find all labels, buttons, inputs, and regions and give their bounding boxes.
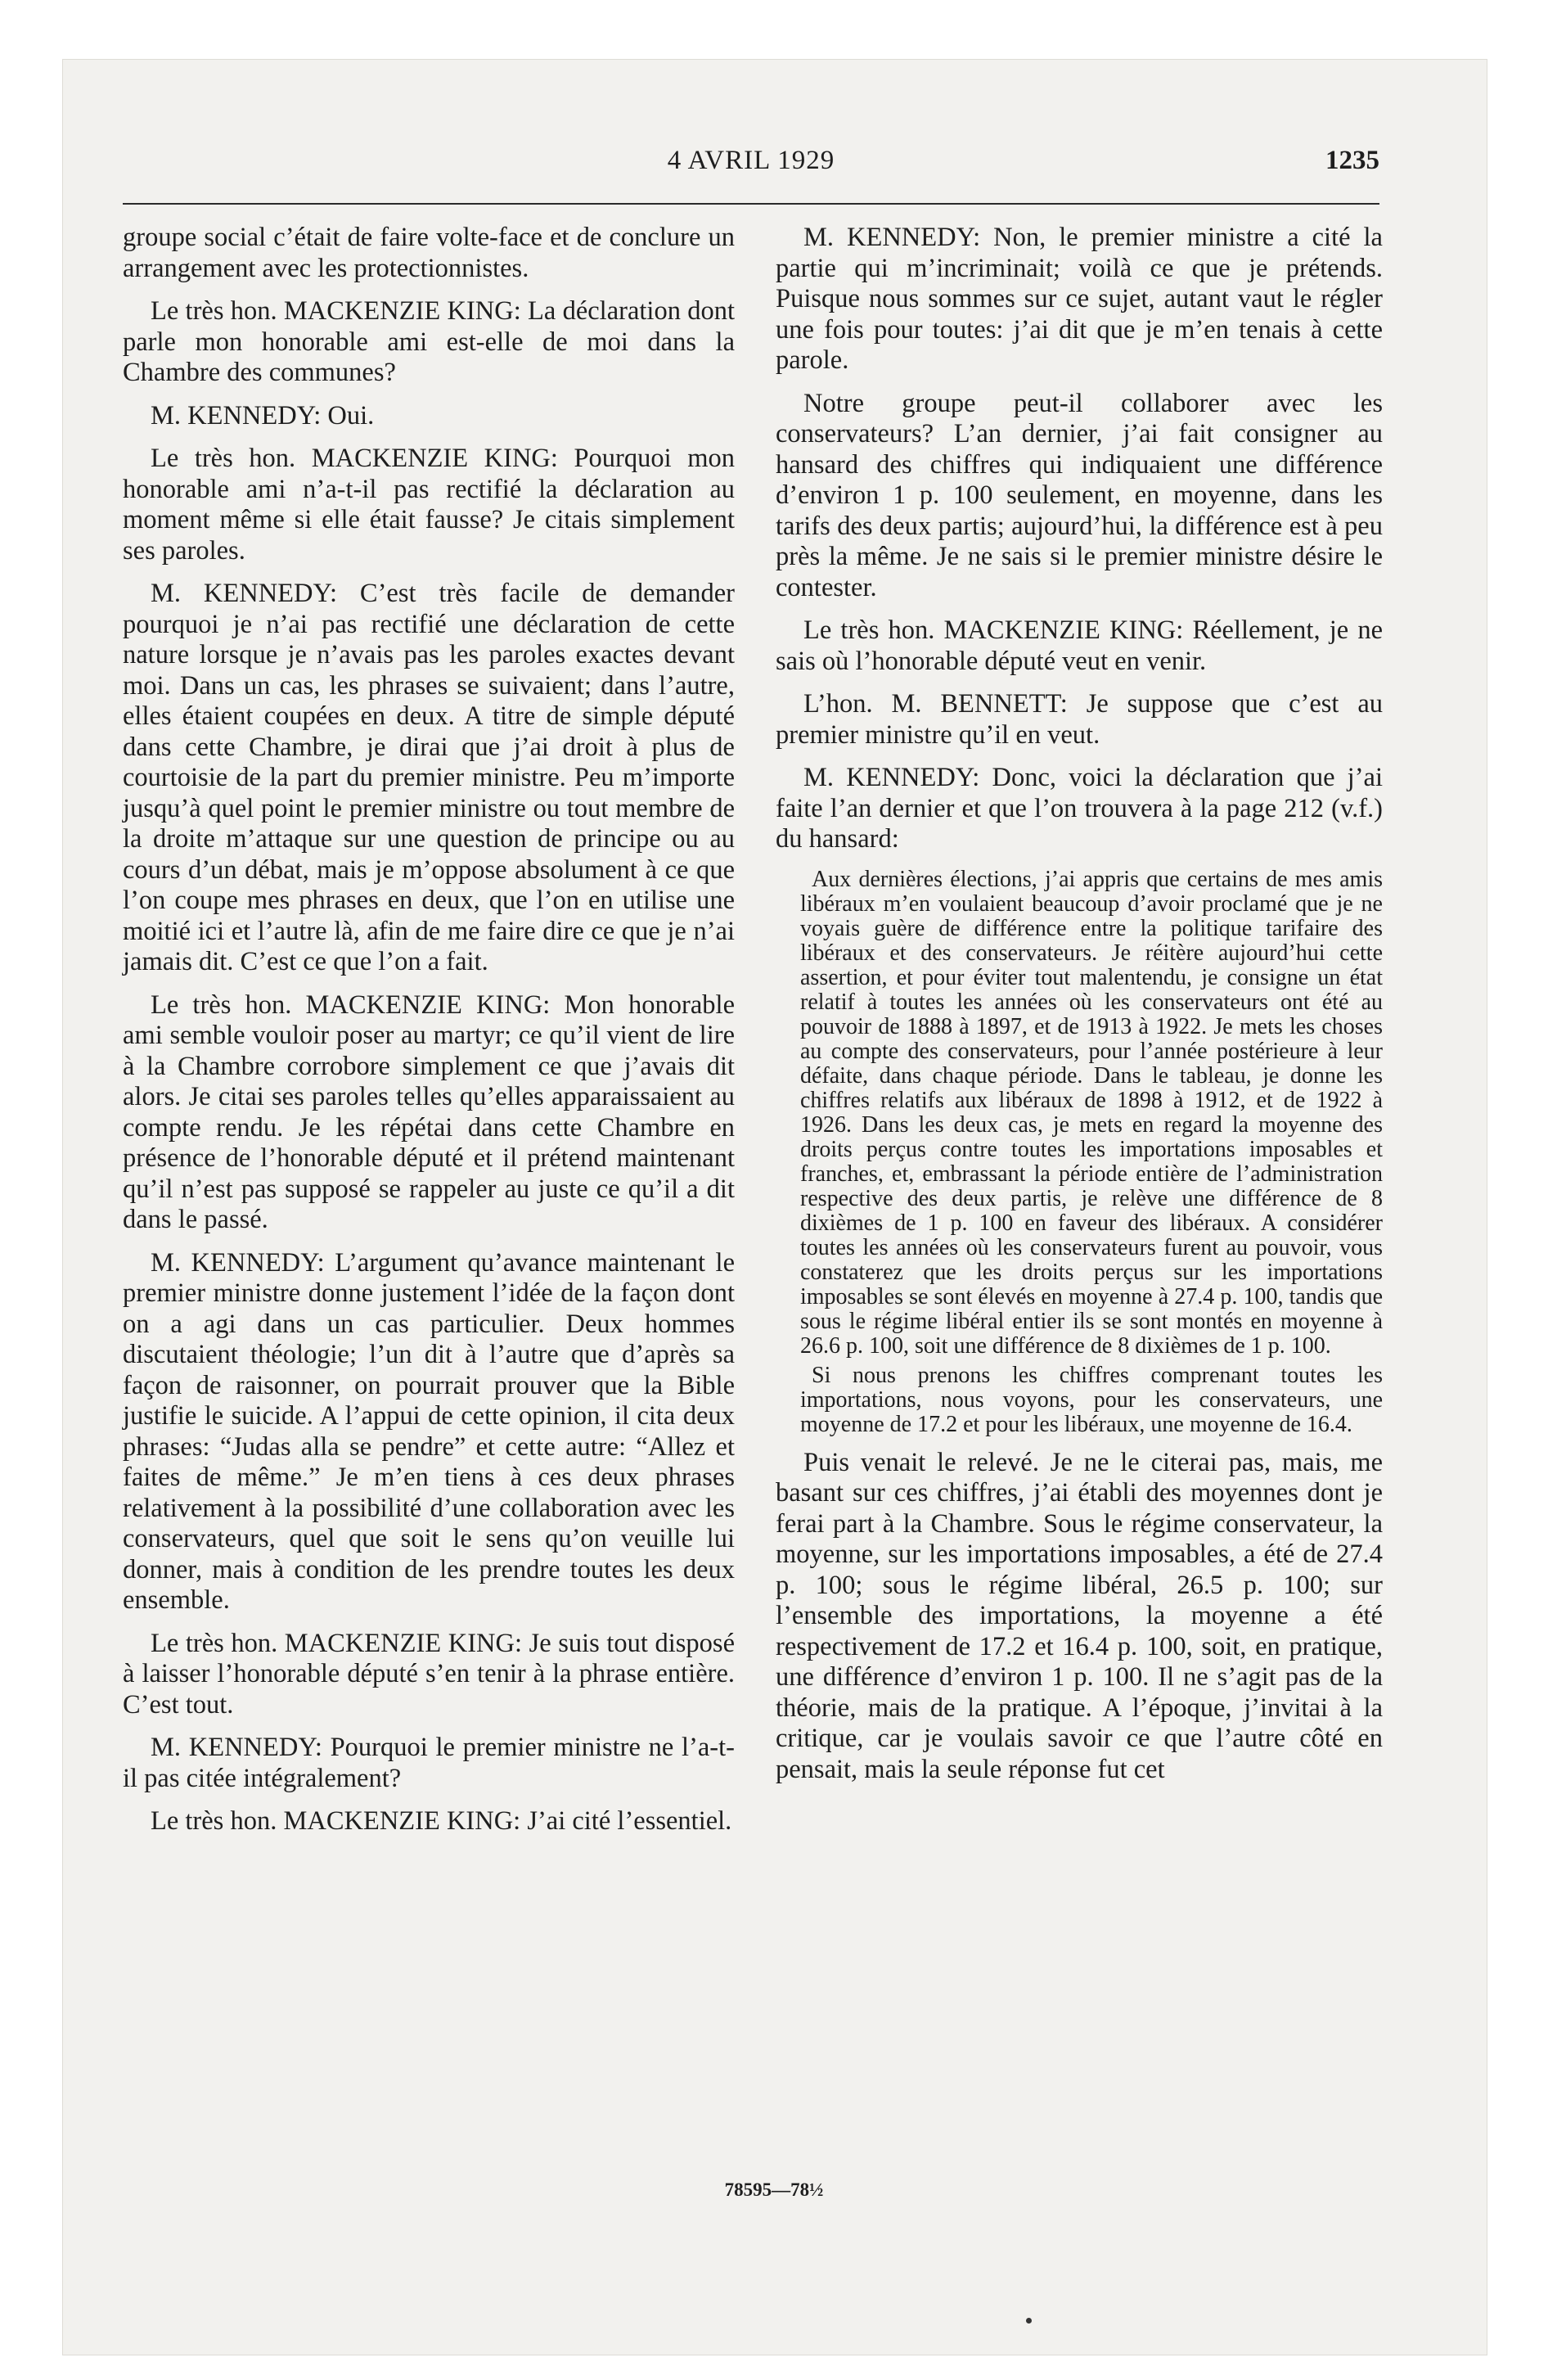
paragraph: Le très hon. MACKENZIE KING: Pourquoi mon honorable ami n’a-t-il pas rectifié la déclaration au moment même si elle était fausse? Je citais simplement ses paroles. [123,444,735,566]
paragraph: M. KENNEDY: L’argument qu’avance maintenant le premier ministre donne justement l’idée de la façon dont on a agi dans un cas particulier. Deux hommes discutaient théologie; l’un dit à l’autre que d’après sa façon de raisonner, on pourrait prouver que la Bible justifie le suicide. A l’appui de cette opinion, il cita deux phrases: “Judas alla se pendre” et cette autre: “Allez et faites de même.” Je m’en tiens à ces deux phrases relativement à la possibilité d’une collaboration avec les conservateurs, quel que soit le sens qu’on veuille lui donner, mais à condition de les prendre toutes les deux ensemble. [123,1247,735,1615]
page-number: 1235 [1325,146,1379,175]
header-rule [123,203,1379,205]
left-column [123,223,735,1850]
hansard-quotation [800,868,1383,1437]
quote-paragraph: Aux dernières élections, j’ai appris que certains de mes amis libéraux m’en voulaient beaucoup d’avoir proclamé que je ne voyais guère de différence entre la politique tarifaire des libéraux et des conservateurs. Je réitère aujourd’hui cette assertion, et pour éviter tout malentendu, je consigne un état relatif à toutes les années où les conservateurs ont été au pouvoir de 1888 à 1897, et de 1913 à 1922. Je mets les choses au compte des conservateurs, pour l’année postérieure à leur défaite, dans chaque période. Dans le tableau, je donne les chiffres relatifs aux libéraux de 1898 à 1912, et de 1922 à 1926. Dans les deux cas, je mets en regard la moyenne des droits perçus contre toutes les importations imposables et franches, et, embrassant la période entière de l’administration respective des deux partis, je relève une différence de 8 dixièmes de 1 p. 100 en faveur des libéraux. A considérer toutes les années où les conservateurs furent au pouvoir, vous constaterez que les droits perçus sur les importations imposables se sont élevés en moyenne à 27.4 p. 100, tandis que sous le régime libéral entier ils se sont montés en moyenne à 26.6 p. 100, soit une différence de 8 dixièmes de 1 p. 100. [800,866,1383,1359]
paragraph: M. KENNEDY: Pourquoi le premier ministre ne l’a-t-il pas citée intégralement? [123,1733,735,1793]
paragraph: Le très hon. MACKENZIE KING: La déclaration dont parle mon honorable ami est-elle de moi dans la Chambre des communes? [123,296,735,387]
paragraph: Notre groupe peut-il collaborer avec les conservateurs? L’an dernier, j’ai fait consigner au hansard des chiffres qui indiquaient une différence d’environ 1 p. 100 seulement, en moyenne, dans les tarifs des deux partis; aujourd’hui, la différence est à peu près la même. Je ne sais si le premier ministre désire le contester. [776,388,1383,602]
printer-signature: 78595—78½ [724,2179,824,2200]
paragraph: M. KENNEDY: Donc, voici la déclaration que j’ai faite l’an dernier et que l’on trouvera à la page 212 (v.f.) du hansard: [776,763,1383,854]
paragraph: Le très hon. MACKENZIE KING: J’ai cité l’essentiel. [151,1806,732,1836]
paragraph: Le très hon. MACKENZIE KING: Réellement, je ne sais où l’honorable député veut en venir. [776,615,1383,676]
page-header [123,146,1379,187]
paragraph: M. KENNEDY: Non, le premier ministre a cité la partie qui m’incriminait; voilà ce que je prétends. Puisque nous sommes sur ce sujet, autant vaut le régler une fois pour toutes: j’ai dit que je m’en tenais à cette parole. [776,223,1383,375]
header-date: 4 AVRIL 1929 [667,146,835,175]
right-column [776,223,1383,1797]
paragraph: M. KENNEDY: C’est très facile de demander pourquoi je n’ai pas rectifié une déclaration de cette nature lorsque je n’avais pas les paroles exactes devant moi. Dans un cas, les phrases se suivaient; dans l’autre, elles étaient coupées en deux. A titre de simple député dans cette Chambre, je dirai que j’ai droit à plus de courtoisie de la part du premier ministre. Peu m’importe jusqu’à quel point le premier ministre ou tout membre de la droite m’attaque sur une question de principe ou au cours d’un débat, mais je m’oppose absolument à ce que l’on coupe mes phrases en deux, que l’on en utilise une moitié ici et l’autre là, afin de me faire dire ce que je n’ai jamais dit. C’est ce que l’on a fait. [123,579,735,976]
paragraph: L’hon. M. BENNETT: Je suppose que c’est au premier ministre qu’il en veut. [776,689,1383,750]
paragraph: Le très hon. MACKENZIE KING: Mon honorable ami semble vouloir poser au martyr; ce qu’il vient de lire à la Chambre corrobore simplement ce que j’avais dit alors. Je citai ses paroles telles qu’elles apparaissaient au compte rendu. Je les répétai dans cette Chambre en présence de l’honorable député et il prétend maintenant qu’il n’est pas supposé se rappeler au juste ce qu’il a dit dans le passé. [123,989,735,1234]
quote-paragraph: Si nous prenons les chiffres comprenant toutes les importations, nous voyons, pour les conservateurs, une moyenne de 17.2 et pour les libéraux, une moyenne de 16.4. [800,1362,1383,1437]
paragraph: Puis venait le relevé. Je ne le citerai pas, mais, me basant sur ces chiffres, j’ai établi des moyennes dont je ferai part à la Chambre. Sous le régime conservateur, la moyenne, sur les importations imposables, a été de 27.4 p. 100; sous le régime libéral, 26.5 p. 100; sur l’ensemble des importations, la moyenne a été respectivement de 17.2 et 16.4 p. 100, soit, en pratique, une différence d’environ 1 p. 100. Il ne s’agit pas de la théorie, mais de la pratique. A l’époque, j’invitai à la critique, car je voulais savoir ce que l’autre côté en pensait, mais la seule réponse fut cet [776,1447,1383,1784]
scan-mark [1026,2318,1032,2324]
paragraph: Le très hon. MACKENZIE KING: Je suis tout disposé à laisser l’honorable député s’en tenir à la phrase entière. C’est tout. [123,1628,735,1720]
paragraph: groupe social c’était de faire volte-face et de conclure un arrangement avec les protectionnistes. [123,223,735,283]
paragraph: M. KENNEDY: Oui. [151,400,375,430]
